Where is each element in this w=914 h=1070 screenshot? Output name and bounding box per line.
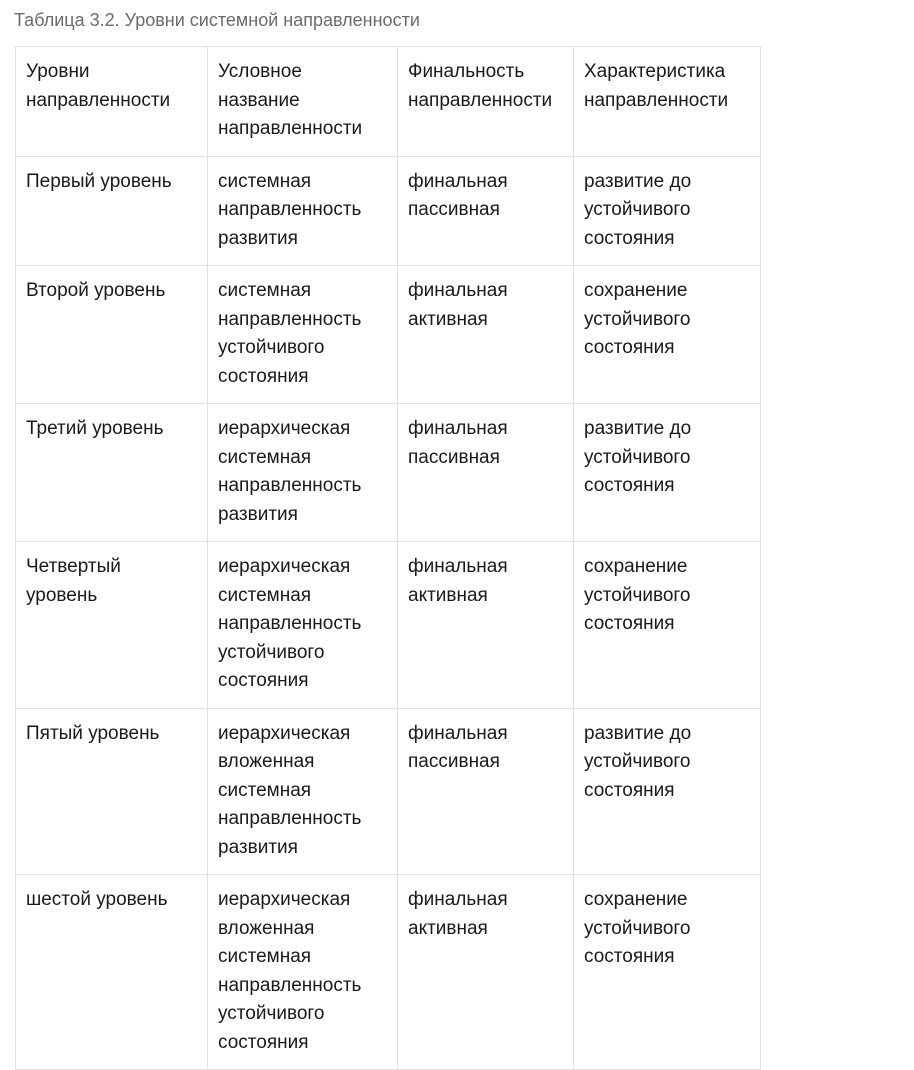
name-cell: иерархическая системная направленность устойчивого состояния: [208, 542, 398, 709]
header-cell-finality: Финальность направленности: [398, 47, 574, 157]
table-row: [16, 875, 761, 1070]
table-row: [16, 542, 761, 709]
header-cell-characteristic: Характеристика направленности: [574, 47, 761, 157]
characteristic-cell: сохранение устойчивого состояния: [574, 266, 761, 404]
directionality-levels-table: [15, 46, 761, 1070]
finality-cell: финальная пассивная: [398, 404, 574, 542]
name-cell: системная направленность развития: [208, 156, 398, 266]
name-cell: иерархическая вложенная системная направленность устойчивого состояния: [208, 875, 398, 1070]
name-cell: иерархическая системная направленность развития: [208, 404, 398, 542]
finality-cell: финальная активная: [398, 875, 574, 1070]
level-cell: Второй уровень: [16, 266, 208, 404]
header-cell-conventional-name: Условное название направленности: [208, 47, 398, 157]
finality-cell: финальная пассивная: [398, 156, 574, 266]
name-cell: системная направленность устойчивого состояния: [208, 266, 398, 404]
name-cell: иерархическая вложенная системная направленность развития: [208, 708, 398, 875]
characteristic-cell: сохранение устойчивого состояния: [574, 542, 761, 709]
level-cell: Пятый уровень: [16, 708, 208, 875]
finality-cell: финальная пассивная: [398, 708, 574, 875]
characteristic-cell: развитие до устойчивого состояния: [574, 708, 761, 875]
header-cell-levels: Уровни направленности: [16, 47, 208, 157]
table-header-row: [16, 47, 761, 157]
level-cell: Первый уровень: [16, 156, 208, 266]
level-cell: Третий уровень: [16, 404, 208, 542]
characteristic-cell: развитие до устойчивого состояния: [574, 404, 761, 542]
characteristic-cell: развитие до устойчивого состояния: [574, 156, 761, 266]
finality-cell: финальная активная: [398, 542, 574, 709]
level-cell: Четвертый уровень: [16, 542, 208, 709]
table-row: [16, 708, 761, 875]
table-row: [16, 266, 761, 404]
level-cell: шестой уровень: [16, 875, 208, 1070]
table-row: [16, 404, 761, 542]
table-row: [16, 156, 761, 266]
finality-cell: финальная активная: [398, 266, 574, 404]
table-caption: Таблица 3.2. Уровни системной направленности: [14, 10, 420, 30]
characteristic-cell: сохранение устойчивого состояния: [574, 875, 761, 1070]
